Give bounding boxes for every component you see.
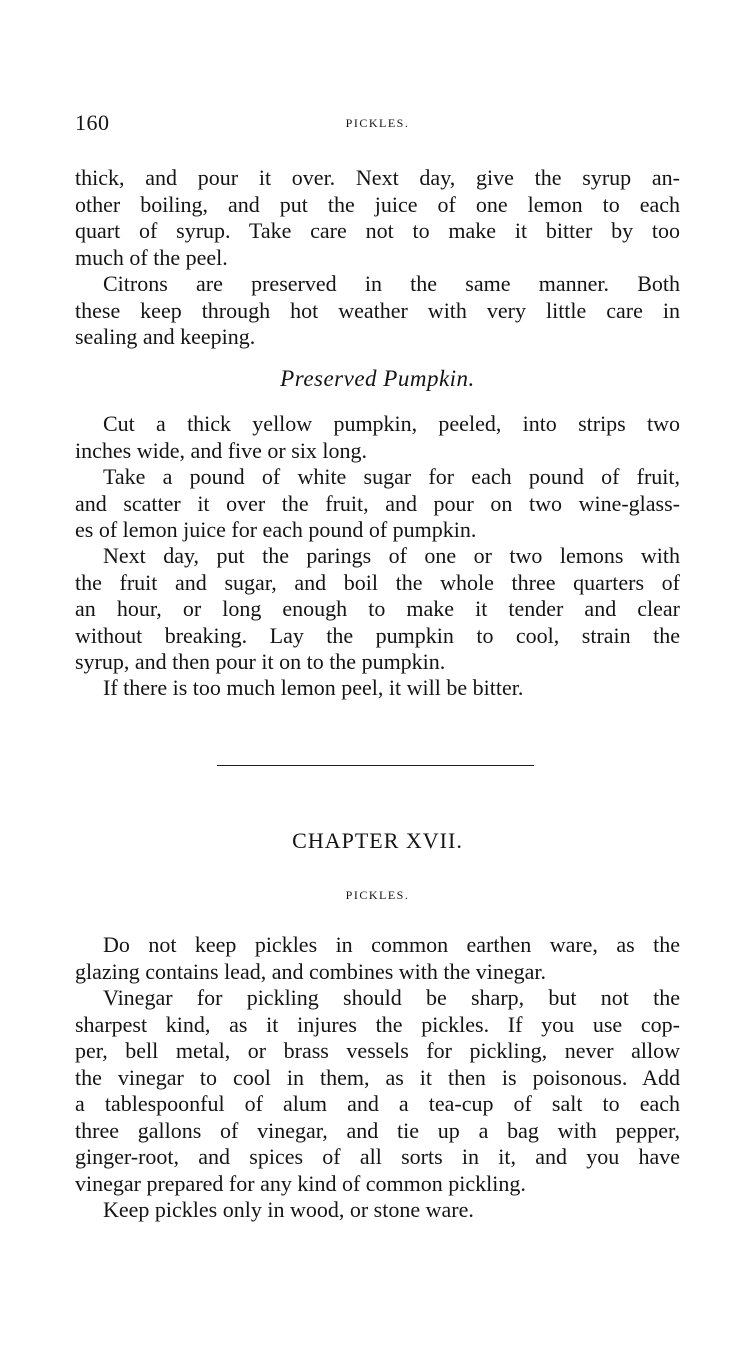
text-line: glazing contains lead, and combines with the vinegar.	[75, 958, 547, 984]
text-line: Cut a thick yellow pumpkin, peeled, into strips two	[103, 411, 680, 436]
text-line: Do not keep pickles in common earthen ware, as the	[103, 932, 680, 957]
text-line: three gallons of vinegar, and tie up a bag with pepper,	[75, 1117, 680, 1143]
text-line: Keep pickles only in wood, or stone ware.	[103, 1197, 474, 1222]
paragraph-lemon-peel	[75, 675, 680, 702]
text-line: syrup, and then pour it on to the pumpkin.	[75, 649, 446, 674]
text-line: per, bell metal, or brass vessels for pickling, never allow	[75, 1038, 680, 1063]
page-number: 160	[75, 110, 110, 135]
running-head: PICKLES.	[345, 116, 410, 130]
text-line: thick, and pour it over. Next day, give the syrup an-	[75, 165, 680, 190]
chapter-subtitle: PICKLES.	[345, 888, 410, 902]
text-line: other boiling, and put the juice of one lemon to each	[75, 191, 680, 217]
text-line: much of the peel.	[75, 244, 228, 270]
paragraph-vinegar	[75, 985, 680, 1197]
text-line: quart of syrup. Take care not to make it bitter by too	[75, 218, 680, 243]
paragraph-earthen-ware	[75, 932, 680, 985]
text-line: the vinegar to cool in them, as it then is poisonous. Add	[75, 1064, 680, 1090]
text-line: ginger-root, and spices of all sorts in it, and you have	[75, 1144, 680, 1169]
section-divider	[217, 765, 534, 766]
text-line: a tablespoonful of alum and a tea-cup of salt to each	[75, 1091, 680, 1116]
text-line: vinegar prepared for any kind of common pickling.	[75, 1170, 526, 1196]
text-line: the fruit and sugar, and boil the whole three quarters of	[75, 569, 680, 595]
paragraph-next-day	[75, 543, 680, 676]
text-line: and scatter it over the fruit, and pour on two wine-glass-	[75, 490, 680, 516]
page-header	[75, 110, 680, 140]
text-line: an hour, or long enough to make it tender and clear	[75, 596, 680, 621]
paragraph-continuation	[75, 165, 680, 271]
text-line: without breaking. Lay the pumpkin to cool, strain the	[75, 622, 680, 648]
paragraph-keep-pickles	[75, 1197, 680, 1224]
paragraph-citrons	[75, 271, 680, 351]
paragraph-sugar	[75, 464, 680, 544]
text-line: Vinegar for pickling should be sharp, but not the	[103, 985, 680, 1010]
text-line: Next day, put the parings of one or two lemons with	[103, 543, 680, 568]
text-line: If there is too much lemon peel, it will be bitter.	[103, 675, 524, 700]
text-line: Take a pound of white sugar for each pound of fruit,	[103, 464, 680, 489]
text-line: these keep through hot weather with very little care in	[75, 297, 680, 323]
chapter-title: CHAPTER XVII.	[292, 828, 463, 853]
text-line: es of lemon juice for each pound of pumpkin.	[75, 517, 477, 542]
text-line: Citrons are preserved in the same manner. Both	[103, 271, 680, 296]
text-line: sealing and keeping.	[75, 324, 256, 349]
text-line: inches wide, and five or six long.	[75, 437, 368, 463]
text-line: sharpest kind, as it injures the pickles. If you use cop-	[75, 1011, 680, 1037]
recipe-title: Preserved Pumpkin.	[280, 366, 475, 391]
paragraph-cut-pumpkin	[75, 411, 680, 464]
